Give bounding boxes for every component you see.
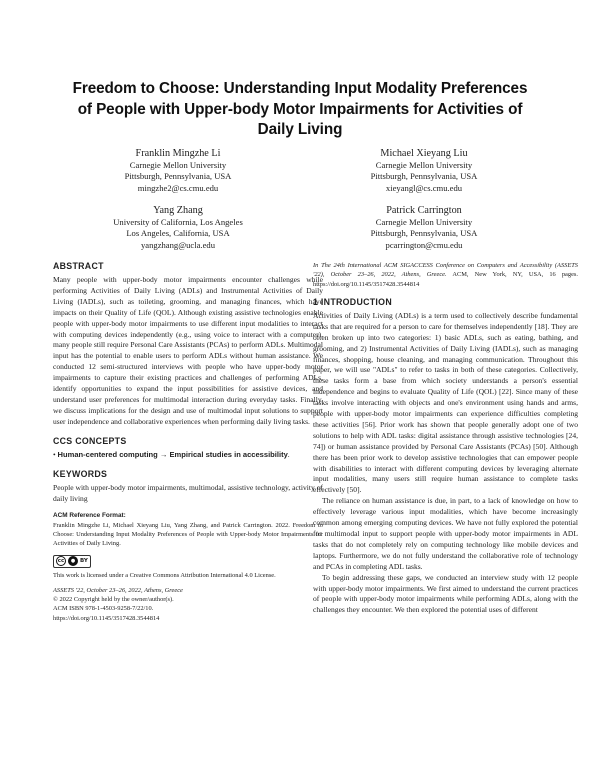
author-email[interactable]: pcarrington@cmu.edu bbox=[385, 239, 463, 250]
author-location: Los Angeles, California, USA bbox=[126, 228, 230, 239]
intro-paragraph: Activities of Daily Living (ADLs) is a term used to collectively describe fundamental tasks that are required for a person to care for themselves independently [18]. They are often broken up into two categories: 1) basic ADLs, such as eating, bathing, and grooming, and 2) Instrumental Activities of Daily Living (IADLs), such as managing finances, shopping, house cleaning, and managing communication. Throughout this paper, we will use "ADLs" to refer to tasks in both of these categories. Collectively, these tasks form a base from which society understands a person's essential independence and begins to evaluate Quality of Life (QOL) [22]. Since many of these tasks involve interacting with objects and one's environment using hands and arms, people with upper-body motor impairments can experience difficulties completing these activities [56]. Prior work has shown that people generally adopt one of two solutions to help with ADL tasks: digital assistance through assistive technologies [24, 74]) or human assistance provided by Personal Care Assistants (PCAs) [50]. Although there has been prior work to develop assistive technologies that can empower people with disabilities to interact with different computing devices by leveraging alternate input modalities, many users still require human assistance to complete tasks effectively [50]. bbox=[313, 310, 578, 495]
author-email[interactable]: yangzhang@ucla.edu bbox=[140, 239, 215, 250]
author-block bbox=[304, 147, 544, 194]
ccs-heading: CCS CONCEPTS bbox=[53, 435, 127, 446]
intro-paragraph: To begin addressing these gaps, we conducted an interview study with 12 people with upper-body motor impairments. We first aimed to understand the current practices of people with upper-body motor impairments while performing ADLs, along with the challenges they encounter. We then explored the potential uses of different bbox=[313, 572, 578, 615]
author-location: Pittsburgh, Pennsylvania, USA bbox=[370, 228, 478, 239]
keywords-text: People with upper-body motor impairments, multimodal, assistive technology, activity of daily living bbox=[53, 482, 323, 503]
author-location: Pittsburgh, Pennsylvania, USA bbox=[124, 171, 232, 182]
author-affiliation: Carnegie Mellon University bbox=[375, 160, 473, 170]
ccs-text: • Human-centered computing → Empirical studies in accessibility. bbox=[53, 449, 290, 459]
author-name: Yang Zhang bbox=[153, 205, 203, 216]
abstract-heading: ABSTRACT bbox=[53, 261, 104, 271]
author-block bbox=[58, 204, 298, 251]
cc-icon: cc bbox=[57, 558, 65, 565]
author-email[interactable]: xieyangl@cs.cmu.edu bbox=[385, 182, 463, 193]
isbn-line: ACM ISBN 978-1-4503-9258-7/22/10. bbox=[53, 605, 154, 613]
cc-by-badge[interactable]: cc ● BY bbox=[53, 555, 91, 568]
license-text: This work is licensed under a Creative Commons Attribution International 4.0 License. bbox=[53, 571, 276, 579]
author-affiliation: Carnegie Mellon University bbox=[129, 160, 227, 170]
reference-heading: ACM Reference Format: bbox=[53, 512, 126, 520]
author-block bbox=[304, 204, 544, 251]
right-column bbox=[313, 261, 578, 616]
author-name: Patrick Carrington bbox=[386, 205, 462, 216]
copyright-line: © 2022 Copyright held by the owner/author(s). bbox=[53, 596, 174, 604]
reference-continuation: In The 24th International ACM SIGACCESS Conference on Computers and Accessibility (ASSETS '22), October 23–26, 2022, Athens, Greece. ACM, New York, NY, USA, 16 pages. https://doi.org/10.1145/3517428.3544814 bbox=[313, 262, 578, 288]
person-icon: ● bbox=[68, 556, 78, 566]
intro-heading: 1 INTRODUCTION bbox=[313, 296, 392, 307]
paper-title: Freedom to Choose: Understanding Input Modality Preferences of People with Upper-body Motor Impairments for Activities of Daily Living bbox=[72, 80, 528, 138]
left-column bbox=[53, 261, 323, 623]
doi-link[interactable]: https://doi.org/10.1145/3517428.3544814 bbox=[53, 614, 160, 622]
author-affiliation: Carnegie Mellon University bbox=[375, 217, 473, 227]
author-email[interactable]: mingzhe2@cs.cmu.edu bbox=[137, 182, 219, 193]
abstract-text: Many people with upper-body motor impairments encounter challenges while performing Activities of Daily Living (ADLs) and Instrumental Activities of Daily Living (IADLs), such as toileting, grooming, and managing finances, which have impacts on their Quality of Life (QOL). Although existing assistive technologies enable people with upper-body motor impairments to use different input modalities to interact with computing devices independently (e.g., using voice to interact with a computer), many people still require Personal Care Assistants (PCAs) to perform ADLs. Multimodal input has the potential to enable users to perform ADLs without human assistance. We conducted 12 semi-structured interviews with people who have upper-body motor impairments to capture their existing practices and challenges of performing ADLs, identify opportunities to expand the input possibilities for assistive devices, and understand user preferences for multimodal interaction during everyday tasks. Finally, we discuss implications for the design and use of multimodal input solutions to support user independence and collaborative experiences when performing daily living tasks. bbox=[53, 275, 323, 426]
reference-text: Franklin Mingzhe Li, Michael Xieyang Liu, Yang Zhang, and Patrick Carrington. 2022. Freedom to Choose: Understanding Input Modality Preferences of People with Upper-body Motor Impairments for Activities of Daily Living. bbox=[53, 521, 323, 548]
author-name: Franklin Mingzhe Li bbox=[135, 148, 221, 159]
author-location: Pittsburgh, Pennsylvania, USA bbox=[370, 171, 478, 182]
author-block bbox=[58, 147, 298, 194]
conference-line: ASSETS '22, October 23–26, 2022, Athens, Greece bbox=[53, 586, 183, 594]
intro-paragraph: The reliance on human assistance is due, in part, to a lack of knowledge on how to effectively leverage various input modalities, which have become increasingly common among emerging computing devices. We have not fully explored the potential for multimodal input to support people with upper-body motor impairments in ADL tasks that do not completely rely on computing technology like mobile devices and laptops. Furthermore, we do not fully understand the collaborative role of technology and PCAs in completing ADL tasks. bbox=[313, 496, 578, 571]
keywords-heading: KEYWORDS bbox=[53, 468, 108, 479]
license-badge-row bbox=[53, 555, 323, 568]
author-affiliation: University of California, Los Angeles bbox=[113, 217, 243, 227]
author-name: Michael Xieyang Liu bbox=[380, 148, 468, 159]
